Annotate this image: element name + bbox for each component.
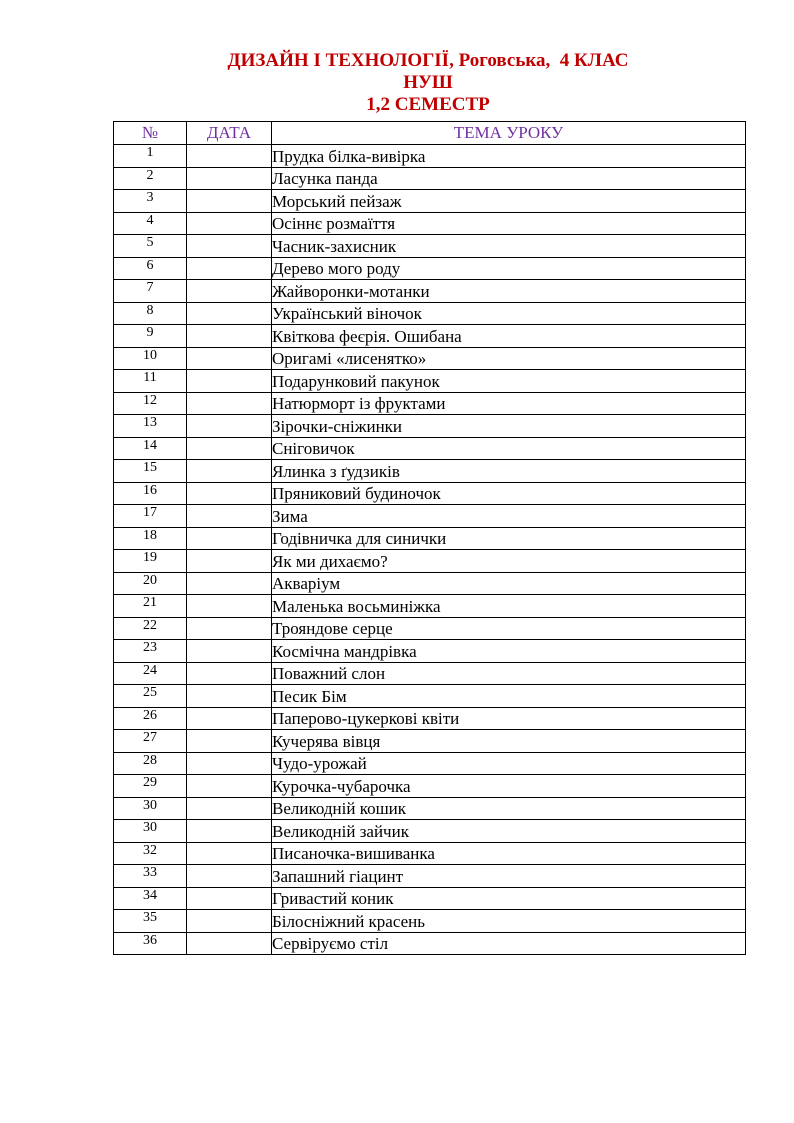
lesson-date-cell xyxy=(187,280,272,303)
lesson-number: 28 xyxy=(114,752,187,775)
lesson-date-cell xyxy=(187,460,272,483)
lesson-topic: Жайворонки-мотанки xyxy=(272,280,746,303)
lesson-number: 7 xyxy=(114,280,187,303)
lesson-date-cell xyxy=(187,865,272,888)
table-row xyxy=(114,640,746,663)
lesson-number: 22 xyxy=(114,617,187,640)
table-row xyxy=(114,775,746,798)
lesson-date-cell xyxy=(187,775,272,798)
table-row xyxy=(114,460,746,483)
lesson-date-cell xyxy=(187,437,272,460)
lesson-plan-table xyxy=(113,121,746,955)
table-row xyxy=(114,437,746,460)
table-row xyxy=(114,820,746,843)
lesson-topic: Годівничка для синички xyxy=(272,527,746,550)
table-row xyxy=(114,842,746,865)
lesson-number: 6 xyxy=(114,257,187,280)
lesson-date-cell xyxy=(187,662,272,685)
lesson-date-cell xyxy=(187,910,272,933)
lesson-number: 19 xyxy=(114,550,187,573)
lesson-topic: Зима xyxy=(272,505,746,528)
lesson-topic: Як ми дихаємо? xyxy=(272,550,746,573)
table-row xyxy=(114,302,746,325)
lesson-number: 14 xyxy=(114,437,187,460)
table-row xyxy=(114,797,746,820)
table-row xyxy=(114,572,746,595)
lesson-topic: Трояндове серце xyxy=(272,617,746,640)
lesson-number: 11 xyxy=(114,370,187,393)
table-row xyxy=(114,707,746,730)
lesson-topic: Гривастий коник xyxy=(272,887,746,910)
table-row xyxy=(114,325,746,348)
table-row xyxy=(114,932,746,955)
table-row xyxy=(114,730,746,753)
lesson-number: 3 xyxy=(114,190,187,213)
lesson-topic: Дерево мого роду xyxy=(272,257,746,280)
table-row xyxy=(114,280,746,303)
lesson-date-cell xyxy=(187,685,272,708)
lesson-date-cell xyxy=(187,617,272,640)
lesson-number: 21 xyxy=(114,595,187,618)
lesson-topic: Писаночка-вишиванка xyxy=(272,842,746,865)
table-row xyxy=(114,392,746,415)
lesson-date-cell xyxy=(187,257,272,280)
lesson-number: 25 xyxy=(114,685,187,708)
lesson-topic: Осіннє розмаїття xyxy=(272,212,746,235)
lesson-date-cell xyxy=(187,190,272,213)
lesson-topic: Великодній кошик xyxy=(272,797,746,820)
table-row xyxy=(114,235,746,258)
lesson-topic: Чудо-урожай xyxy=(272,752,746,775)
lesson-number: 10 xyxy=(114,347,187,370)
lesson-topic: Кучерява вівця xyxy=(272,730,746,753)
table-row xyxy=(114,257,746,280)
lesson-number: 5 xyxy=(114,235,187,258)
lesson-date-cell xyxy=(187,212,272,235)
lesson-date-cell xyxy=(187,347,272,370)
lesson-date-cell xyxy=(187,482,272,505)
lesson-topic: Сервіруємо стіл xyxy=(272,932,746,955)
lesson-topic: Запашний гіацинт xyxy=(272,865,746,888)
lesson-number: 35 xyxy=(114,910,187,933)
lesson-number: 24 xyxy=(114,662,187,685)
table-row xyxy=(114,865,746,888)
table-row xyxy=(114,370,746,393)
column-header-topic: ТЕМА УРОКУ xyxy=(272,122,746,145)
lesson-topic: Часник-захисник xyxy=(272,235,746,258)
lesson-date-cell xyxy=(187,932,272,955)
column-header-number: № xyxy=(114,122,187,145)
lesson-number: 4 xyxy=(114,212,187,235)
lesson-number: 26 xyxy=(114,707,187,730)
lesson-number: 12 xyxy=(114,392,187,415)
lesson-number: 1 xyxy=(114,145,187,168)
table-row xyxy=(114,910,746,933)
lesson-topic: Морський пейзаж xyxy=(272,190,746,213)
lesson-number: 30 xyxy=(114,820,187,843)
lesson-date-cell xyxy=(187,235,272,258)
lesson-number: 8 xyxy=(114,302,187,325)
lesson-number: 15 xyxy=(114,460,187,483)
lesson-topic: Ласунка панда xyxy=(272,167,746,190)
document-title xyxy=(112,50,744,116)
lesson-topic: Прудка білка-вивірка xyxy=(272,145,746,168)
lesson-topic: Білосніжний красень xyxy=(272,910,746,933)
lesson-date-cell xyxy=(187,730,272,753)
lesson-number: 29 xyxy=(114,775,187,798)
lesson-topic: Зірочки-сніжинки xyxy=(272,415,746,438)
title-line-subject: ДИЗАЙН І ТЕХНОЛОГІЇ, Роговська, 4 КЛАС xyxy=(227,50,629,71)
lesson-date-cell xyxy=(187,550,272,573)
lesson-topic: Ялинка з ґудзиків xyxy=(272,460,746,483)
lesson-number: 9 xyxy=(114,325,187,348)
lesson-number: 17 xyxy=(114,505,187,528)
lesson-date-cell xyxy=(187,370,272,393)
table-row xyxy=(114,685,746,708)
lesson-date-cell xyxy=(187,505,272,528)
lesson-topic: Маленька восьминіжка xyxy=(272,595,746,618)
table-header-row xyxy=(114,122,746,145)
lesson-date-cell xyxy=(187,887,272,910)
lesson-topic: Сніговичок xyxy=(272,437,746,460)
lesson-date-cell xyxy=(187,842,272,865)
table-row xyxy=(114,190,746,213)
lesson-rows xyxy=(114,145,746,955)
lesson-number: 23 xyxy=(114,640,187,663)
lesson-date-cell xyxy=(187,797,272,820)
table-row xyxy=(114,145,746,168)
lesson-topic: Песик Бім xyxy=(272,685,746,708)
lesson-date-cell xyxy=(187,415,272,438)
lesson-topic: Космічна мандрівка xyxy=(272,640,746,663)
table-row xyxy=(114,505,746,528)
table-row xyxy=(114,482,746,505)
lesson-topic: Український віночок xyxy=(272,302,746,325)
lesson-topic: Натюрморт із фруктами xyxy=(272,392,746,415)
lesson-date-cell xyxy=(187,595,272,618)
lesson-date-cell xyxy=(187,640,272,663)
lesson-topic: Оригамі «лисенятко» xyxy=(272,347,746,370)
lesson-number: 36 xyxy=(114,932,187,955)
lesson-topic: Паперово-цукеркові квіти xyxy=(272,707,746,730)
lesson-number: 30 xyxy=(114,797,187,820)
column-header-date: ДАТА xyxy=(187,122,272,145)
lesson-date-cell xyxy=(187,572,272,595)
table-row xyxy=(114,212,746,235)
lesson-number: 27 xyxy=(114,730,187,753)
lesson-number: 33 xyxy=(114,865,187,888)
lesson-date-cell xyxy=(187,707,272,730)
table-row xyxy=(114,617,746,640)
title-line-program: НУШ xyxy=(403,72,453,93)
lesson-date-cell xyxy=(187,752,272,775)
lesson-number: 16 xyxy=(114,482,187,505)
lesson-number: 34 xyxy=(114,887,187,910)
lesson-date-cell xyxy=(187,820,272,843)
lesson-date-cell xyxy=(187,145,272,168)
title-line-semester: 1,2 СЕМЕСТР xyxy=(366,94,490,115)
lesson-topic: Пряниковий будиночок xyxy=(272,482,746,505)
lesson-topic: Великодній зайчик xyxy=(272,820,746,843)
table-row xyxy=(114,527,746,550)
lesson-topic: Курочка-чубарочка xyxy=(272,775,746,798)
table-row xyxy=(114,662,746,685)
table-row xyxy=(114,550,746,573)
lesson-date-cell xyxy=(187,167,272,190)
table-row xyxy=(114,415,746,438)
table-row xyxy=(114,595,746,618)
lesson-topic: Квіткова феєрія. Ошибана xyxy=(272,325,746,348)
table-row xyxy=(114,347,746,370)
lesson-topic: Поважний слон xyxy=(272,662,746,685)
lesson-number: 32 xyxy=(114,842,187,865)
lesson-date-cell xyxy=(187,302,272,325)
lesson-date-cell xyxy=(187,392,272,415)
lesson-number: 2 xyxy=(114,167,187,190)
lesson-date-cell xyxy=(187,527,272,550)
lesson-number: 13 xyxy=(114,415,187,438)
table-row xyxy=(114,752,746,775)
table-row xyxy=(114,887,746,910)
lesson-number: 18 xyxy=(114,527,187,550)
lesson-number: 20 xyxy=(114,572,187,595)
lesson-date-cell xyxy=(187,325,272,348)
lesson-topic: Подарунковий пакунок xyxy=(272,370,746,393)
table-row xyxy=(114,167,746,190)
lesson-topic: Акваріум xyxy=(272,572,746,595)
